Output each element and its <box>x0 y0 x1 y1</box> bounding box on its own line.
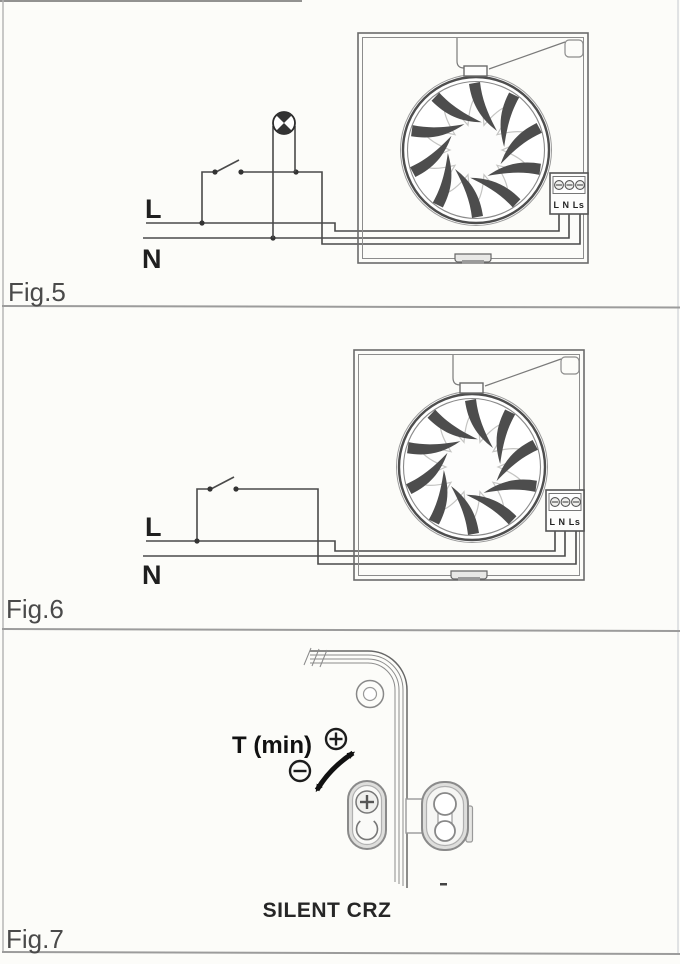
plus-icon <box>326 729 346 749</box>
figure-5 <box>8 33 588 307</box>
timer-adjustment <box>232 729 353 790</box>
product-name: SILENT CRZ <box>262 899 392 922</box>
housing-corner <box>304 648 407 888</box>
minus-icon <box>290 761 310 781</box>
junction-dots <box>194 486 238 543</box>
switch-blade <box>211 477 234 489</box>
figure-7-caption: Fig.7 <box>6 924 64 954</box>
small-dash <box>440 883 447 886</box>
live-label: L <box>145 512 162 542</box>
neutral-label: N <box>142 244 162 274</box>
rotation-arrow-icon <box>317 753 353 790</box>
timer-screw-assembly <box>348 781 386 849</box>
neutral-label: N <box>142 560 162 590</box>
wall-plug-assembly <box>406 782 473 850</box>
timer-label: T (min) <box>232 732 312 759</box>
figure-5-caption: Fig.5 <box>8 277 66 307</box>
fan-unit <box>354 350 584 581</box>
switch-blade <box>216 160 239 172</box>
figure-6 <box>6 350 584 624</box>
junction-dots <box>199 169 298 240</box>
lamp-icon <box>273 112 295 238</box>
figure-7 <box>6 648 473 954</box>
live-label: L <box>145 194 162 224</box>
terminal-label: L N Ls <box>549 517 581 527</box>
terminal-label: L N Ls <box>553 200 585 210</box>
phillips-screw-icon <box>356 791 378 813</box>
fan-unit <box>358 33 588 264</box>
figure-6-caption: Fig.6 <box>6 594 64 624</box>
